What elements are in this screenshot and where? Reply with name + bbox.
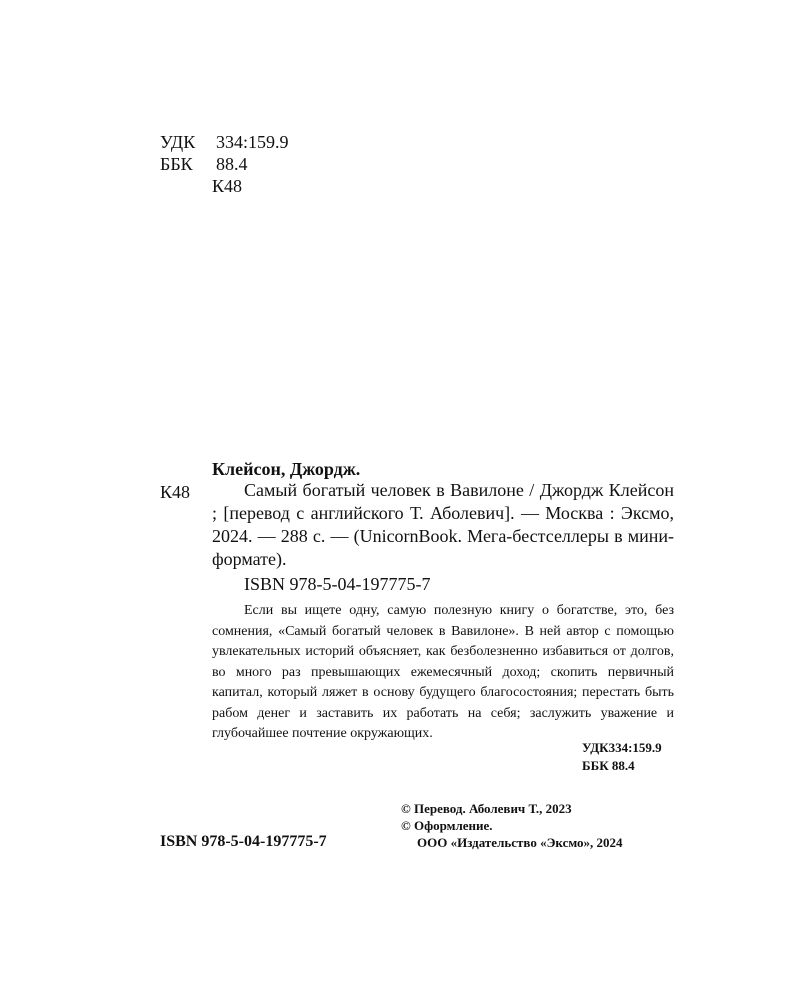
author-heading: Клейсон, Джордж. — [212, 459, 361, 479]
copyright-translation: © Перевод. Аболевич Т., 2023 — [401, 801, 572, 816]
udk-label: УДК — [160, 132, 196, 152]
copyright-design: © Оформление. — [401, 818, 493, 833]
isbn-record: ISBN 978-5-04-197775-7 — [244, 574, 431, 594]
bbk-value: 88.4 — [216, 154, 248, 174]
annotation-text: Если вы ищете одну, самую полезную книгу о богатстве, это, без сомнения, «Самый богатый человек в Вавилоне». В ней автор с помощью увлекательных историй объясняет, как безболезненно избавиться от долгов, во много раз превышающих ежемесячный доход; скопить первичный капитал, который ляжет в основу будущего благосостояния; перестать быть рабом денег и заставить их работать на себя; заслужить уважение и глубочайшее почтение окружающих. — [212, 603, 674, 741]
udk-value: 334:159.9 — [216, 132, 289, 152]
bibliographic-description: Самый богатый человек в Вавилоне / Джордж Клейсон ; [перевод с английского Т. Аболевич]. — Москва : Эксмо, 2024. — 288 с. — (UnicornBook. Мега-бестселлеры в мини-формате). — [212, 480, 674, 569]
author-sign-top: К48 — [212, 176, 243, 196]
udk-short: УДК334:159.9 — [582, 740, 662, 755]
author-sign-record: К48 — [160, 482, 191, 502]
isbn-bottom: ISBN 978-5-04-197775-7 — [160, 833, 327, 850]
copyright-publisher: ООО «Издательство «Эксмо», 2024 — [417, 835, 623, 850]
bbk-short: ББК 88.4 — [582, 758, 635, 773]
udk-line — [160, 131, 289, 153]
bbk-line — [160, 153, 248, 175]
bbk-label: ББК — [160, 154, 193, 174]
